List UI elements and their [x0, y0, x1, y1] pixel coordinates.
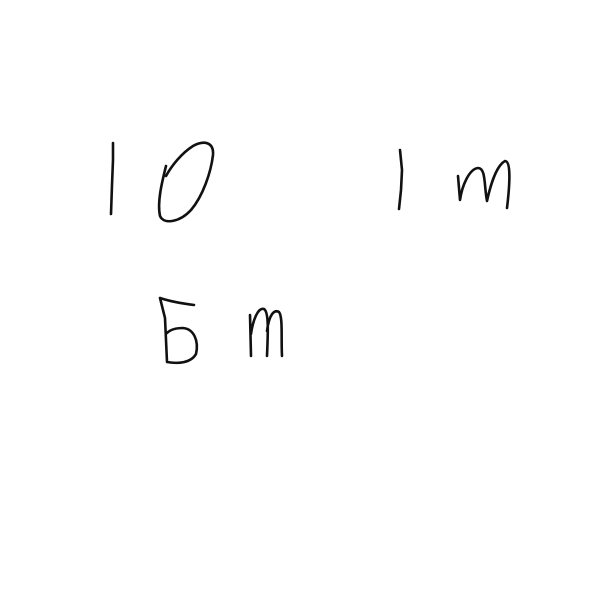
handwritten-10	[111, 143, 213, 221]
stroke-digit-1	[399, 150, 402, 209]
stroke-letter-m	[458, 161, 509, 208]
stroke-digit-0	[159, 143, 213, 221]
stroke-digit-5	[160, 298, 197, 363]
stroke-letter-m	[250, 309, 282, 356]
handwritten-1m	[399, 150, 509, 209]
handwritten-5m	[160, 298, 282, 363]
stroke-digit-1	[111, 143, 113, 214]
